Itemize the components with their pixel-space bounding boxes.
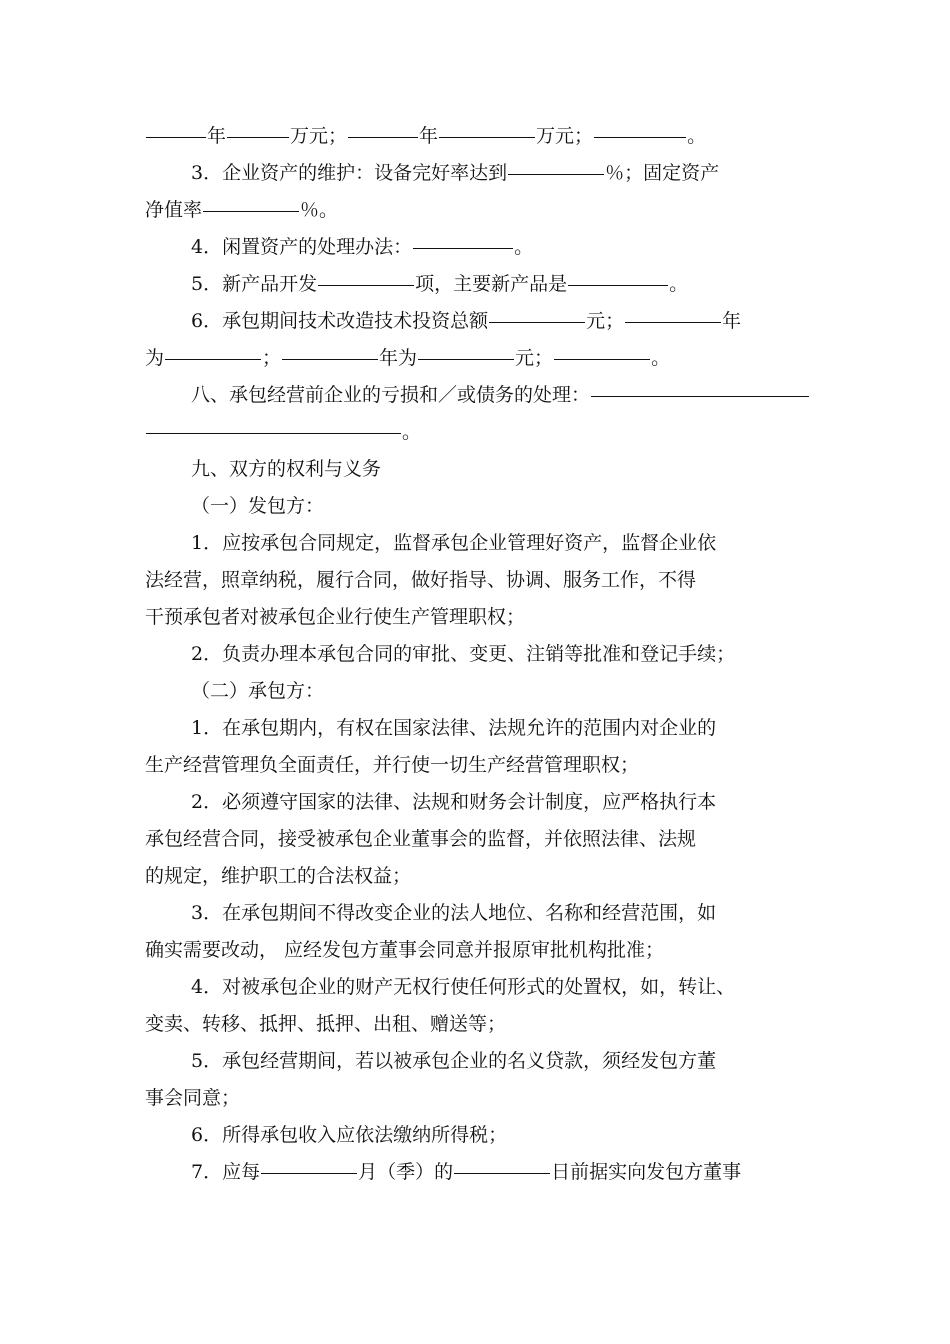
subsection-heading: （二）承包方： [191,680,325,702]
text-line: 年 万元； 年 万元； 。 [145,118,810,155]
text-line: 确实需要改动， 应经发包方董事会同意并报原审批机构批准； [145,939,665,961]
text-line: 为 ； 年为 元； 。 [145,347,671,369]
blank-field[interactable] [348,137,418,138]
section-heading: 九、双方的权利与义务 [191,458,382,480]
blank-field[interactable] [439,137,535,138]
text-line: 的规定，维护职工的合法权益； [145,865,412,887]
blank-field[interactable] [146,137,206,138]
blank-field[interactable] [554,359,650,360]
text-line: 事会同意； [145,1087,241,1109]
section-heading: 八、承包经营前企业的亏损和／或债务的处理： [145,377,810,414]
blank-field[interactable] [568,285,668,286]
blank-field[interactable] [413,248,513,249]
text-line: 6．所得承包收入应依法缴纳所得税； [191,1124,508,1146]
text-line: 1．应按承包合同规定，监督承包企业管理好资产，监督企业依 [191,532,717,554]
text-line: 生产经营管理负全面责任，并行使一切生产经营管理职权； [145,754,640,776]
text-line: 干预承包者对被承包企业行使生产管理职权； [145,606,526,628]
blank-field[interactable] [625,322,721,323]
blank-field[interactable] [227,137,289,138]
text-line: 2．必须遵守国家的法律、法规和财务会计制度，应严格执行本 [191,791,717,813]
text-line: 1．在承包期内，有权在国家法律、法规允许的范围内对企业的 [191,717,717,739]
blank-field[interactable] [594,137,686,138]
subsection-heading: （一）发包方： [191,495,325,517]
blank-field[interactable] [591,396,809,397]
text-line: 4．对被承包企业的财产无权行使任何形式的处置权，如，转让、 [191,976,736,998]
text-line: 变卖、转移、抵押、抵押、出租、赠送等； [145,1013,507,1035]
blank-field[interactable] [454,1173,550,1174]
text-line: 5．承包经营期间，若以被承包企业的名义贷款，须经发包方董 [191,1050,717,1072]
blank-field[interactable] [489,322,585,323]
blank-field[interactable] [203,211,299,212]
text-line: 5．新产品开发 项，主要新产品是 。 [191,273,689,295]
text-line: 法经营，照章纳税，履行合同，做好指导、协调、服务工作，不得 [145,569,697,591]
text-line: 。 [145,414,810,451]
blank-field[interactable] [508,174,604,175]
text-line: 2．负责办理本承包合同的审批、变更、注销等批准和登记手续； [191,643,736,665]
blank-field[interactable] [318,285,414,286]
text-line: 3．在承包期间不得改变企业的法人地位、名称和经营范围，如 [191,902,717,924]
blank-field[interactable] [282,359,378,360]
blank-field[interactable] [261,1173,357,1174]
blank-field[interactable] [146,433,401,434]
blank-field[interactable] [165,359,261,360]
text-line: 4．闲置资产的处理办法： 。 [191,236,534,258]
blank-field[interactable] [418,359,514,360]
text-line: 净值率 ％。 [145,199,339,221]
text-line: 3．企业资产的维护：设备完好率达到 ％；固定资产 [191,162,720,184]
document-page [145,118,810,1191]
text-line: 承包经营合同，接受被承包企业董事会的监督，并依照法律、法规 [145,828,697,850]
text-line: 7．应每 月（季）的 日前据实向发包方董事 [191,1161,742,1183]
text-line: 6．承包期间技术改造技术投资总额 元； 年 [191,310,742,332]
